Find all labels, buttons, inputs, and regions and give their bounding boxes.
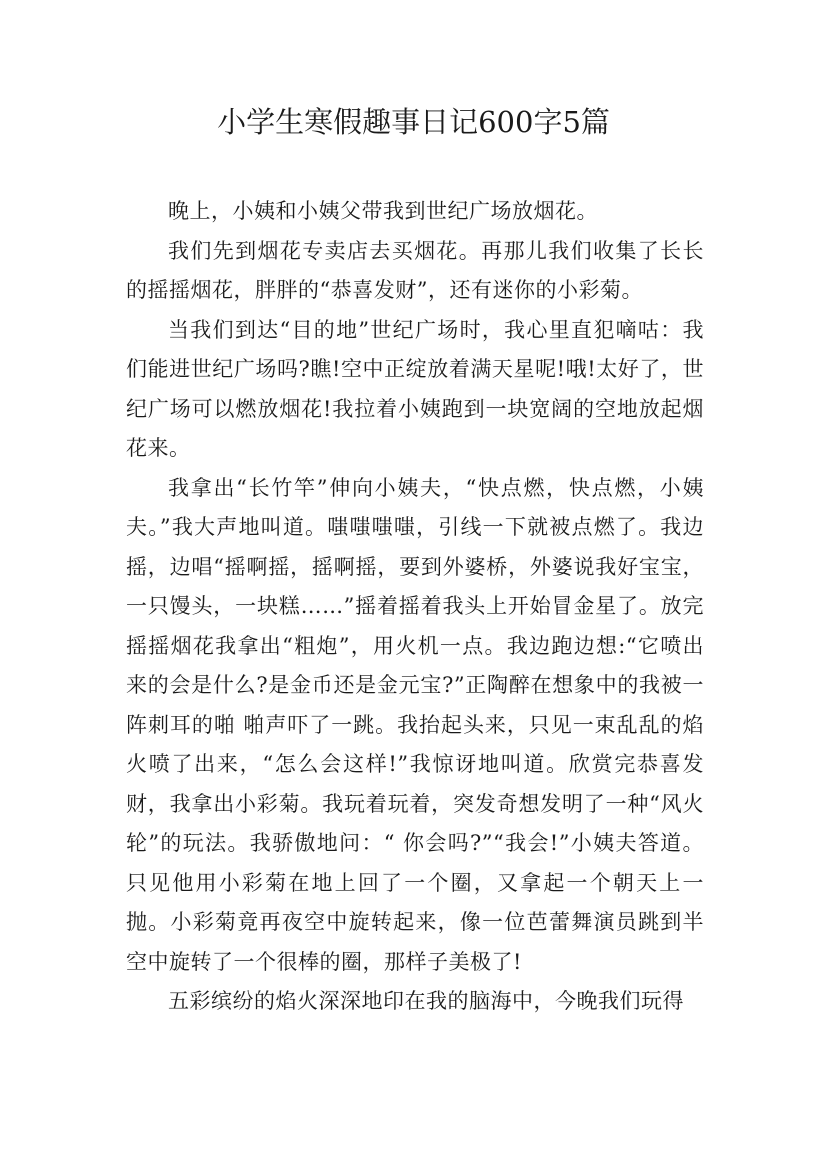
paragraph: 我拿出“长竹竿”伸向小姨夫，“快点燃，快点燃，小姨夫。”我大声地叫道。嗤嗤嗤嗤，引线一下就被点燃了。我边摇，边唱“摇啊摇，摇啊摇，要到外婆桥，外婆说我好宝宝，一只馒头，一块糕……”摇着摇着我头上开始冒金星了。放完摇摇烟花我拿出“粗炮”，用火机一点。我边跑边想:“它喷出来的会是什么?是金币还是金元宝?”正陶醉在想象中的我被一阵刺耳的啪 啪声吓了一跳。我抬起头来，只见一束乱乱的焰火喷了出来，“怎么会这样!”我惊讶地叫道。欣赏完恭喜发财，我拿出小彩菊。我玩着玩着，突发奇想发明了一种“风火轮”的玩法。我骄傲地问：“ 你会吗?”“我会!”小姨夫答道。只见他用小彩菊在地上回了一个圈，又拿起一个朝天上一抛。小彩菊竟再夜空中旋转起来，像一位芭蕾舞演员跳到半空中旋转了一个很棒的圈，那样子美极了! [126, 475, 704, 974]
document-title: 小学生寒假趣事日记600字5篇 [217, 105, 610, 139]
document-body [126, 192, 704, 1022]
paragraph: 我们先到烟花专卖店去买烟花。再那儿我们收集了长长的摇摇烟花，胖胖的“恭喜发财”，还有迷你的小彩菊。 [126, 238, 704, 302]
paragraph: 当我们到达“目的地”世纪广场时，我心里直犯嘀咕：我们能进世纪广场吗?瞧!空中正绽放着满天星呢!哦!太好了，世纪广场可以燃放烟花!我拉着小姨跑到一块宽阔的空地放起烟花来。 [126, 317, 704, 460]
paragraph: 晚上，小姨和小姨父带我到世纪广场放烟花。 [168, 199, 598, 223]
paragraph: 五彩缤纷的焰火深深地印在我的脑海中，今晚我们玩得 [168, 989, 684, 1013]
